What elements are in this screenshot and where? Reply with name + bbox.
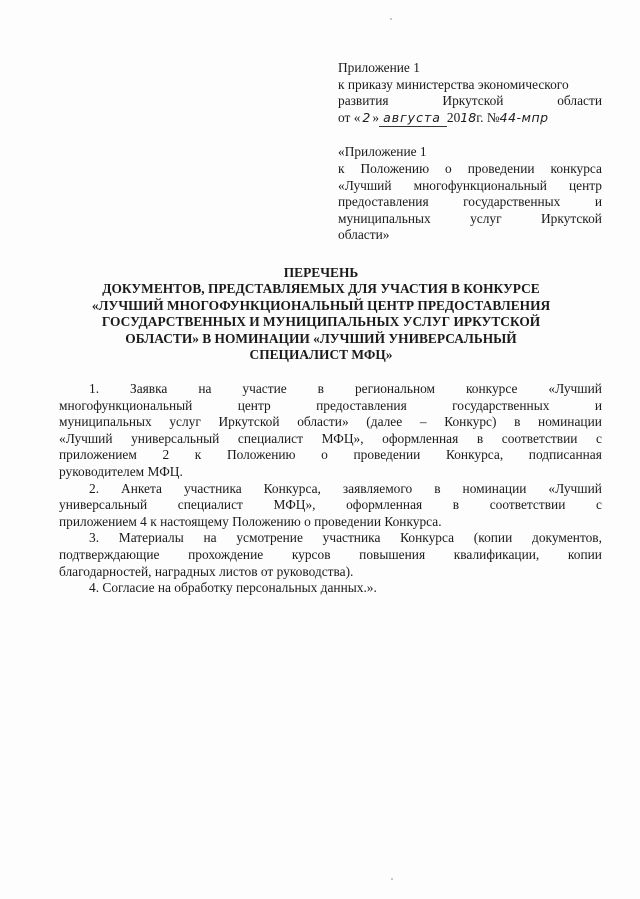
- word: услуг: [169, 414, 201, 430]
- word: муниципальных: [59, 414, 152, 430]
- handwritten-day: 2: [362, 109, 371, 125]
- word: государственных: [452, 397, 550, 413]
- title-line: ГОСУДАРСТВЕННЫХ И МУНИЦИПАЛЬНЫХ УСЛУГ ИРКУТСКОЙ: [101, 314, 541, 330]
- word: участника: [322, 530, 381, 546]
- word: конкурсе: [465, 381, 518, 396]
- word: в: [514, 414, 521, 430]
- word: номинации: [538, 414, 602, 430]
- word: приложением: [59, 447, 137, 463]
- word: –: [419, 414, 427, 430]
- word: (далее: [366, 414, 403, 430]
- title-line: ПЕРЕЧЕНЬ: [283, 265, 359, 280]
- title-line: ОБЛАСТИ» В НОМИНАЦИИ «ЛУЧШИЙ УНИВЕРСАЛЬНЫЙ: [125, 330, 517, 346]
- title-line: ДОКУМЕНТОВ, ПРЕДСТАВЛЯЕМЫХ ДЛЯ УЧАСТИЯ В КОНКУРСЕ: [102, 281, 540, 297]
- paragraph-line: [59, 464, 602, 481]
- word: приложением 4 к настоящему Положению о проведении Конкурса.: [59, 513, 442, 529]
- paragraph-p3: [59, 530, 602, 580]
- word: оформленная: [346, 497, 423, 513]
- title-line: «ЛУЧШИЙ МНОГОФУНКЦИОНАЛЬНЫЙ ЦЕНТР ПРЕДОСТАВЛЕНИЯ: [91, 297, 551, 313]
- paragraph-line: [59, 414, 602, 431]
- paragraph-line: [59, 580, 602, 597]
- word: МФЦ»,: [321, 430, 364, 446]
- word: в: [476, 430, 484, 446]
- scan-speck: [390, 18, 392, 20]
- word: подтверждающие: [59, 546, 160, 562]
- word: в: [317, 381, 324, 396]
- paragraph-line: [59, 447, 602, 464]
- word: 2: [162, 447, 170, 463]
- header-line2: к приказу министерства экономического: [338, 76, 569, 92]
- header-block: [338, 60, 602, 244]
- word: Конкурса: [400, 530, 455, 546]
- title-line: СПЕЦИАЛИСТ МФЦ»: [249, 347, 393, 363]
- header-line3: развития Иркутской области: [338, 93, 602, 109]
- paragraph-line: [59, 481, 602, 498]
- annex-line3: «Лучший многофункциональный центр: [338, 177, 602, 193]
- word: Конкурса,: [263, 480, 321, 496]
- word: «Лучший: [548, 381, 602, 396]
- word: с: [596, 430, 602, 446]
- paragraph-line: [59, 381, 602, 398]
- word: специалист: [177, 497, 243, 513]
- word: документов,: [532, 530, 602, 546]
- paragraph-line: [59, 530, 602, 547]
- word: Положению: [226, 447, 296, 463]
- annex-block: [338, 144, 602, 244]
- word: на: [198, 381, 212, 396]
- paragraph-line: [59, 497, 602, 514]
- word: к: [194, 447, 202, 463]
- word: 2.: [89, 480, 100, 496]
- word: предоставления: [316, 397, 407, 413]
- paragraph-line: [59, 564, 602, 581]
- word: 4. Согласие на обработку персональных данных.».: [89, 580, 377, 596]
- order-date-number-line: от « 2 » августа 2018г. №44-мпр: [338, 110, 602, 128]
- word: в: [434, 480, 441, 496]
- word: Материалы: [118, 530, 184, 546]
- paragraph-line: [59, 431, 602, 448]
- annex-line4: предоставления государственных и: [338, 194, 602, 210]
- word: (копии: [473, 530, 513, 546]
- word: МФЦ»,: [273, 497, 316, 513]
- header-line1: Приложение 1: [338, 60, 420, 75]
- word: универсальный: [131, 430, 220, 446]
- paragraph-p1: [59, 381, 602, 481]
- word: прохождение: [188, 546, 264, 562]
- word: Иркутской: [218, 414, 280, 430]
- annex-line2: к Положению о проведении конкурса: [338, 160, 602, 176]
- paragraph-line: [59, 514, 602, 531]
- word: заявляемого: [342, 480, 413, 496]
- annex-line5: муниципальных услуг Иркутской: [338, 210, 602, 226]
- word: оформленная: [382, 430, 459, 446]
- handwritten-order-number: 44-мпр: [499, 109, 549, 125]
- word: квалификации,: [453, 546, 540, 562]
- word: подписанная: [528, 447, 602, 463]
- word: с: [595, 497, 602, 513]
- paragraph-line: [59, 398, 602, 415]
- word: усмотрение: [236, 530, 303, 546]
- word: о: [321, 447, 328, 463]
- word: и: [594, 397, 602, 413]
- word: проведении: [353, 447, 421, 463]
- word: участника: [183, 480, 242, 496]
- word: «Лучший: [59, 430, 113, 446]
- word: центр: [237, 397, 271, 413]
- paragraph-p4: [59, 580, 602, 597]
- word: благодарностей, наградных листов от руководства).: [59, 563, 354, 579]
- word: на: [203, 530, 217, 546]
- word: курсов: [291, 546, 331, 562]
- word: соответствии: [489, 497, 566, 513]
- word: повышения: [359, 546, 426, 562]
- handwritten-year-digit: 18: [460, 109, 477, 125]
- word: Конкурса,: [445, 447, 504, 463]
- word: копии: [567, 546, 602, 562]
- paragraph-p2: [59, 481, 602, 531]
- word: участие: [242, 381, 287, 396]
- word: номинации: [462, 480, 527, 496]
- scan-speck: [391, 878, 393, 880]
- paragraph-line: [59, 547, 602, 564]
- document-title: [40, 265, 602, 363]
- word: Заявка: [130, 381, 168, 396]
- annex-line1: «Приложение 1: [338, 144, 427, 160]
- annex-line6: области»: [338, 227, 390, 243]
- word: Анкета: [121, 480, 162, 496]
- word: руководителем МФЦ.: [59, 463, 183, 479]
- word: региональном: [354, 381, 436, 396]
- word: специалист: [237, 430, 303, 446]
- word: Конкурс): [444, 414, 497, 430]
- word: в: [452, 497, 460, 513]
- word: «Лучший: [548, 480, 602, 496]
- word: области»: [297, 414, 349, 430]
- word: 1.: [89, 381, 100, 396]
- word: многофункциональный: [59, 397, 193, 413]
- handwritten-month: августа: [379, 110, 447, 128]
- word: универсальный: [59, 497, 148, 513]
- word: 3.: [89, 530, 100, 546]
- word: соответствии: [501, 430, 578, 446]
- document-body: [59, 381, 602, 597]
